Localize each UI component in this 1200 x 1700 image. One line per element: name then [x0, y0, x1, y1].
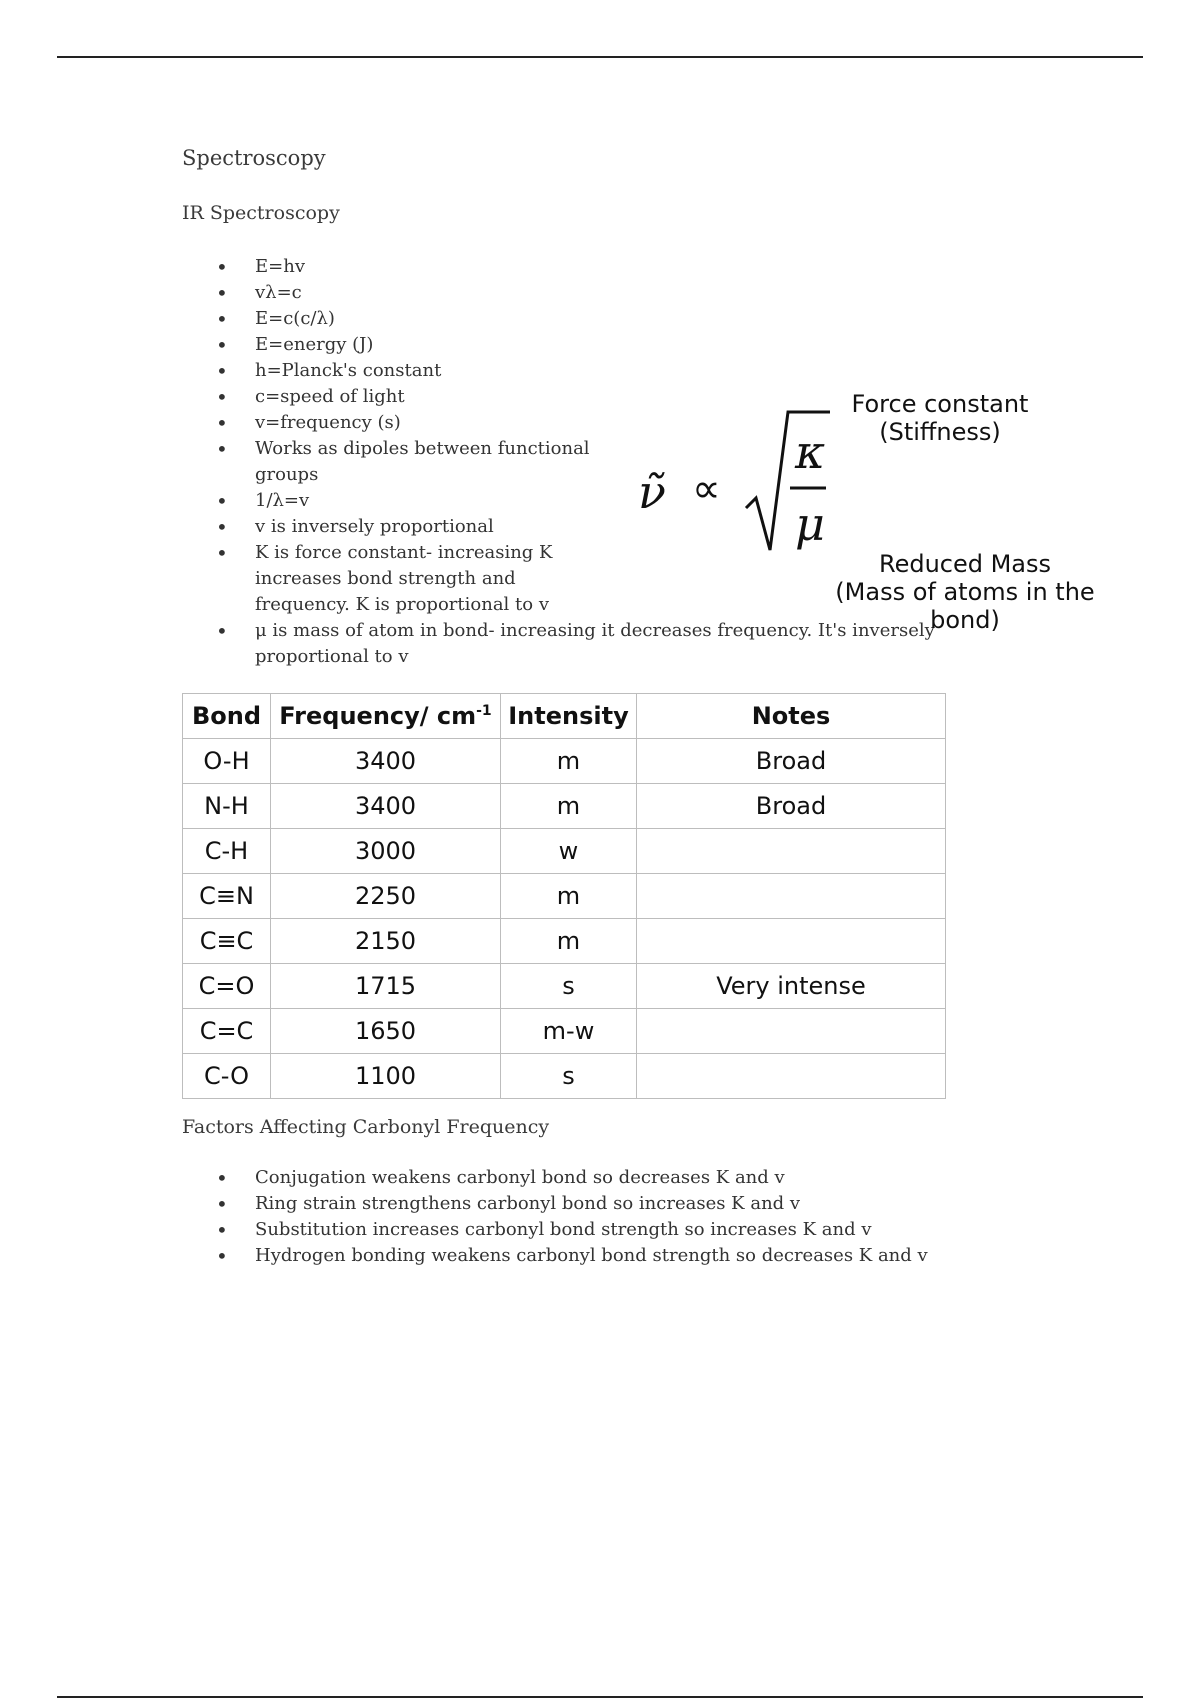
proportional-symbol: ∝: [692, 466, 721, 512]
list-item: • c=speed of light: [216, 385, 405, 409]
bullet-icon: •: [216, 541, 228, 565]
header-bond: Bond: [183, 694, 271, 739]
bullet-icon: •: [216, 515, 228, 539]
list-item: • E=hv: [216, 255, 305, 279]
bullet-icon: •: [216, 437, 228, 461]
list-item: • Works as dipoles between functional groups: [216, 437, 590, 485]
header-intensity: Intensity: [501, 694, 637, 739]
list-item: • E=energy (J): [216, 333, 374, 357]
list-item: • Conjugation weakens carbonyl bond so decreases K and v: [216, 1166, 785, 1190]
bullet-icon: •: [216, 385, 228, 409]
bullet-icon: •: [216, 1218, 228, 1242]
force-constant-label: Force constant (Stiffness): [851, 390, 1029, 446]
mu-symbol: μ: [795, 497, 825, 551]
bullet-icon: •: [216, 359, 228, 383]
bottom-rule: [57, 1696, 1143, 1698]
header-frequency: Frequency/ $cm^{-1}$: [271, 694, 501, 739]
bullet-icon: •: [216, 255, 228, 279]
bullet-icon: •: [216, 489, 228, 513]
kappa-symbol: κ: [795, 425, 826, 479]
ir-bullet-list: [0, 254, 935, 670]
list-item: • vλ=c: [216, 281, 302, 305]
table-header-row: [183, 694, 946, 739]
table-row: C=O 1715 s Very intense: [183, 964, 946, 1009]
list-item: • Substitution increases carbonyl bond strength so increases K and v: [216, 1218, 872, 1242]
list-item: • 1/λ=v: [216, 489, 310, 513]
table-row: C≡N 2250 m: [183, 874, 946, 919]
table-row: N-H 3400 m Broad: [183, 784, 946, 829]
table-row: C≡C 2150 m: [183, 919, 946, 964]
page-title: Spectroscopy: [182, 146, 326, 170]
list-item: • Ring strain strengthens carbonyl bond so increases K and v: [216, 1192, 801, 1216]
table-row: C=C 1650 m-w: [183, 1009, 946, 1054]
bullet-icon: •: [216, 411, 228, 435]
list-item: • K is force constant- increasing K increases bond strength and frequency. K is proportional to v: [216, 541, 553, 615]
bullet-icon: •: [216, 333, 228, 357]
list-item: • h=Planck's constant: [216, 359, 442, 383]
list-item: • v=frequency (s): [216, 411, 401, 435]
factors-bullet-list: [0, 1165, 1000, 1269]
wavenumber-formula: [630, 390, 1150, 634]
section-heading-factors: Factors Affecting Carbonyl Frequency: [182, 1116, 550, 1138]
formula-graphic: [630, 390, 830, 560]
reduced-mass-label: Reduced Mass (Mass of atoms in the bond): [835, 550, 1095, 634]
list-item: • Hydrogen bonding weakens carbonyl bond strength so decreases K and v: [216, 1244, 928, 1268]
bullet-icon: •: [216, 619, 228, 643]
table-row: C-O 1100 s: [183, 1054, 946, 1099]
top-rule: [57, 56, 1143, 58]
list-item: • v is inversely proportional: [216, 515, 494, 539]
bullet-icon: •: [216, 1244, 228, 1268]
bond-frequency-table: [182, 693, 946, 1099]
list-item: • μ is mass of atom in bond- increasing it decreases frequency. It's inversely proportional to v: [216, 619, 935, 667]
table-row: O-H 3400 m Broad: [183, 739, 946, 784]
bullet-icon: •: [216, 1166, 228, 1190]
wavenumber-symbol: ν̃: [638, 465, 666, 519]
header-notes: Notes: [637, 694, 946, 739]
bullet-icon: •: [216, 1192, 228, 1216]
list-item: • E=c(c/λ): [216, 307, 335, 331]
table-row: C-H 3000 w: [183, 829, 946, 874]
bullet-icon: •: [216, 281, 228, 305]
section-heading-ir: IR Spectroscopy: [182, 202, 340, 224]
bullet-icon: •: [216, 307, 228, 331]
